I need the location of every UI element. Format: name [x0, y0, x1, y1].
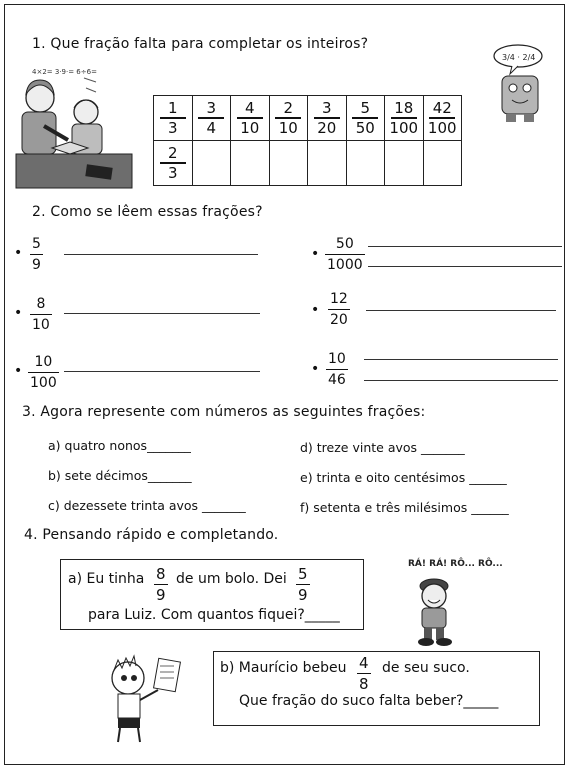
- numerator: 5: [32, 236, 41, 252]
- fraction-5-9: [30, 236, 43, 273]
- numerator: 10: [328, 351, 346, 367]
- laughing-boy-illustration: [404, 550, 503, 648]
- fraction-cell: [192, 96, 231, 141]
- numerator: 8: [36, 296, 46, 312]
- fraction-10-46: [326, 351, 348, 388]
- denominator: 4: [206, 118, 217, 137]
- numerator: 4: [359, 654, 369, 672]
- denominator: 9: [156, 586, 166, 605]
- answer-cell[interactable]: [346, 141, 385, 186]
- blackboard-scribbles: 4×2= 3·9·= 6÷6=: [32, 68, 97, 76]
- denominator: 100: [389, 118, 419, 137]
- numerator: 2: [283, 99, 294, 118]
- denominator: 9: [298, 586, 308, 605]
- speech-bubble-text: 3/4 · 2/4: [502, 53, 536, 62]
- question-1-title: 1. Que fração falta para completar os inteiros?: [32, 36, 369, 52]
- fraction-10-100: [28, 354, 59, 391]
- fraction-12-20: [328, 291, 350, 328]
- teacher-student-illustration: [14, 62, 136, 194]
- boy-holding-paper-illustration: [98, 650, 196, 750]
- fraction-cell: [154, 141, 193, 186]
- laugh-text: RÁ! RÁ! RÔ... RÔ...: [408, 559, 503, 569]
- denominator: 46: [328, 372, 346, 389]
- bullet: •: [311, 246, 320, 262]
- bullet: •: [311, 361, 320, 377]
- denominator: 3: [167, 163, 178, 182]
- answer-cell[interactable]: [269, 141, 308, 186]
- denominator: 10: [240, 118, 260, 137]
- answer-line[interactable]: [368, 266, 562, 267]
- answer-line[interactable]: [364, 380, 558, 381]
- denominator: 20: [330, 312, 348, 329]
- numerator: 42: [432, 99, 452, 118]
- fraction-cell: [231, 96, 270, 141]
- item-e[interactable]: e) trinta e oito centésimos ______: [300, 470, 507, 485]
- bullet: •: [14, 245, 23, 261]
- denominator: 50: [355, 118, 375, 137]
- problem-b-intro: b) Maurício bebeu: [220, 660, 347, 676]
- fraction-8-10: [30, 296, 52, 333]
- fraction-50-1000: [325, 236, 365, 273]
- problem-b-question[interactable]: Que fração do suco falta beber?_____: [239, 693, 499, 709]
- fractions-table: [153, 95, 462, 186]
- denominator: 10: [32, 317, 50, 334]
- problem-a-intro: a) Eu tinha: [68, 571, 145, 587]
- numerator: 10: [34, 354, 53, 370]
- denominator: 9: [32, 257, 41, 274]
- fraction-cell: [269, 96, 308, 141]
- numerator: 3: [321, 99, 332, 118]
- bullet: •: [14, 305, 23, 321]
- answer-line[interactable]: [366, 310, 556, 311]
- numerator: 5: [360, 99, 371, 118]
- numerator: 12: [330, 291, 348, 307]
- numerator: 8: [156, 565, 166, 583]
- answer-cell[interactable]: [308, 141, 347, 186]
- denominator: 100: [427, 118, 457, 137]
- answer-line[interactable]: [64, 313, 260, 314]
- numerator: 5: [298, 565, 308, 583]
- fractions-row-answers: [154, 141, 462, 186]
- item-c[interactable]: c) dezessete trinta avos _______: [48, 498, 246, 513]
- numerator: 4: [244, 99, 255, 118]
- answer-line[interactable]: [64, 371, 260, 372]
- bullet: •: [14, 363, 23, 379]
- denominator: 20: [317, 118, 337, 137]
- fraction-4-8: [357, 655, 371, 692]
- numerator: 2: [167, 144, 178, 163]
- denominator: 3: [167, 118, 178, 137]
- numerator: 18: [394, 99, 414, 118]
- fraction-cell: [154, 96, 193, 141]
- problem-b-middle: de seu suco.: [382, 660, 470, 676]
- denominator: 10: [278, 118, 298, 137]
- answer-cell[interactable]: [385, 141, 424, 186]
- fraction-cell: [385, 96, 424, 141]
- denominator: 100: [30, 375, 57, 392]
- problem-a-middle: de um bolo. Dei: [176, 571, 287, 587]
- fraction-5-9: [296, 566, 310, 603]
- bullet: •: [311, 302, 320, 318]
- question-2-title: 2. Como se lêem essas frações?: [32, 204, 263, 220]
- numerator: 3: [206, 99, 217, 118]
- item-b[interactable]: b) sete décimos_______: [48, 468, 192, 483]
- fraction-8-9: [154, 566, 168, 603]
- speech-boy-illustration: [478, 42, 554, 126]
- item-a[interactable]: a) quatro nonos_______: [48, 438, 191, 453]
- question-3-title: 3. Agora represente com números as seguintes frações:: [22, 404, 426, 420]
- answer-line[interactable]: [364, 359, 558, 360]
- denominator: 8: [359, 675, 369, 694]
- answer-line[interactable]: [368, 246, 562, 247]
- answer-cell[interactable]: [231, 141, 270, 186]
- denominator: 1000: [327, 257, 363, 274]
- fraction-cell: [346, 96, 385, 141]
- fractions-row-given: [154, 96, 462, 141]
- fraction-cell: [308, 96, 347, 141]
- numerator: 1: [167, 99, 178, 118]
- numerator: 50: [335, 236, 354, 252]
- item-f[interactable]: f) setenta e três milésimos ______: [300, 500, 509, 515]
- fraction-cell: [423, 96, 462, 141]
- item-d[interactable]: d) treze vinte avos _______: [300, 440, 465, 455]
- problem-a-question[interactable]: para Luiz. Com quantos fiquei?_____: [88, 607, 340, 623]
- answer-cell[interactable]: [423, 141, 462, 186]
- answer-cell[interactable]: [192, 141, 231, 186]
- answer-line[interactable]: [64, 254, 258, 255]
- question-4-title: 4. Pensando rápido e completando.: [24, 527, 279, 543]
